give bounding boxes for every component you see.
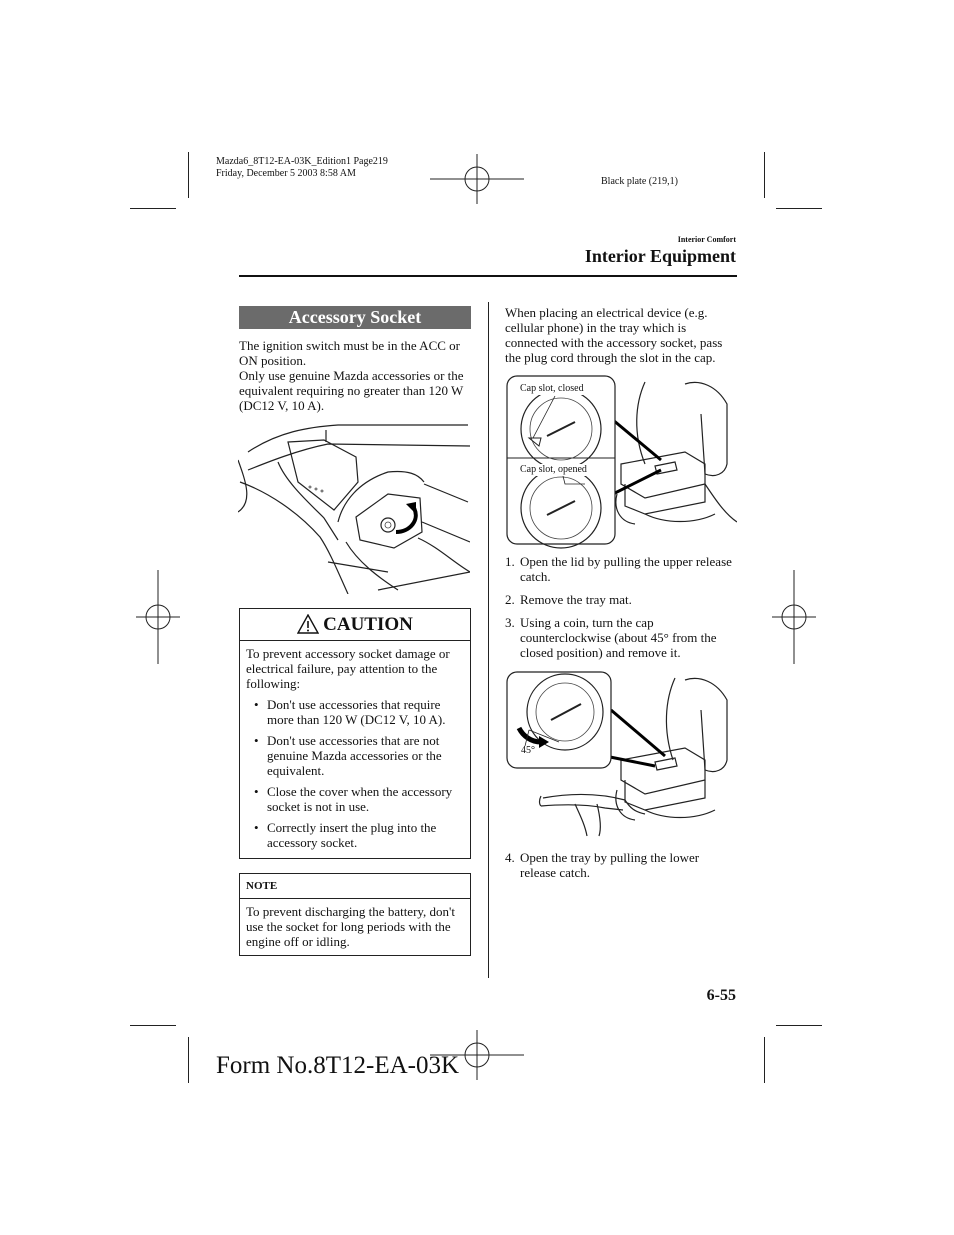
crop-mark [776,208,822,209]
intro-line: The ignition switch must be in the ACC or ON position. [239,338,460,368]
step-number: 4. [505,850,515,865]
crop-mark [776,1025,822,1026]
running-header-title: Interior Equipment [584,246,736,266]
caution-header [240,609,470,641]
crop-mark [130,208,176,209]
caution-item: • Don't use accessories that are not genuine Mazda accessories or the equivalent. [246,733,464,778]
registration-mark-icon [772,570,816,664]
crop-mark [764,1037,765,1083]
crop-mark [188,1037,189,1083]
print-header-file: Mazda6_8T12-EA-03K_Edition1 Page219 [216,156,388,167]
warning-triangle-icon [297,614,319,639]
caution-item: • Close the cover when the accessory socket is not in use. [246,784,464,814]
step-text: Open the tray by pulling the lower release catch. [520,850,700,880]
caution-item: • Don't use accessories that require more than 120 W (DC12 V, 10 A). [246,697,464,727]
intro-text [239,338,469,413]
cap-slot-closed-label: Cap slot, closed [520,383,584,394]
cap-rotation-figure [505,670,737,846]
form-number: Form No.8T12-EA-03K [216,1052,460,1079]
caution-box [239,608,471,859]
step-text: Remove the tray mat. [520,592,632,607]
note-title: NOTE [246,880,278,892]
step-text: Open the lid by pulling the upper release catch. [520,554,732,584]
note-box [239,873,471,956]
steps-list-continued [505,850,737,880]
steps-list [505,554,737,660]
section-title: Accessory Socket [239,306,471,329]
step-text: Using a coin, turn the cap counterclockwise (about 45° from the closed position) and remove it. [520,615,717,660]
cap-slot-figure [505,374,737,550]
crop-mark [130,1025,176,1026]
crop-mark [188,152,189,198]
step-number: 1. [505,554,515,569]
note-header [240,874,470,899]
caution-text: To prevent accessory socket damage or electrical failure, pay attention to the following: [246,646,450,691]
registration-mark-icon [430,154,524,204]
caution-item: • Correctly insert the plug into the accessory socket. [246,820,464,850]
step-item [505,850,737,880]
step-number: 2. [505,592,515,607]
step-item [505,554,737,584]
print-header-date: Friday, December 5 2003 8:58 AM [216,168,356,179]
print-plate: Black plate (219,1) [601,176,678,187]
page-number: 6-55 [706,987,736,1004]
note-text: To prevent discharging the battery, don't use the socket for long periods with the engine off or idling. [246,904,456,949]
step-item [505,615,737,660]
step-number: 3. [505,615,515,630]
running-header-section: Interior Comfort [677,235,736,244]
column-divider [488,302,489,978]
cap-slot-opened-label: Cap slot, opened [520,464,587,475]
caution-title: CAUTION [323,614,413,635]
tray-intro-text: When placing an electrical device (e.g. cellular phone) in the tray which is connected with the accessory socket, pass the plug cord through the slot in the cap. [505,305,723,365]
header-rule [239,275,737,277]
registration-mark-icon [136,570,180,664]
crop-mark [764,152,765,198]
caution-list [246,697,464,850]
intro-line: Only use genuine Mazda accessories or the equivalent requiring no greater than 120 W (DC12 V, 10 A). [239,368,464,413]
angle-label: 45° [521,745,535,756]
accessory-socket-illustration [238,422,470,594]
step-item [505,592,737,607]
